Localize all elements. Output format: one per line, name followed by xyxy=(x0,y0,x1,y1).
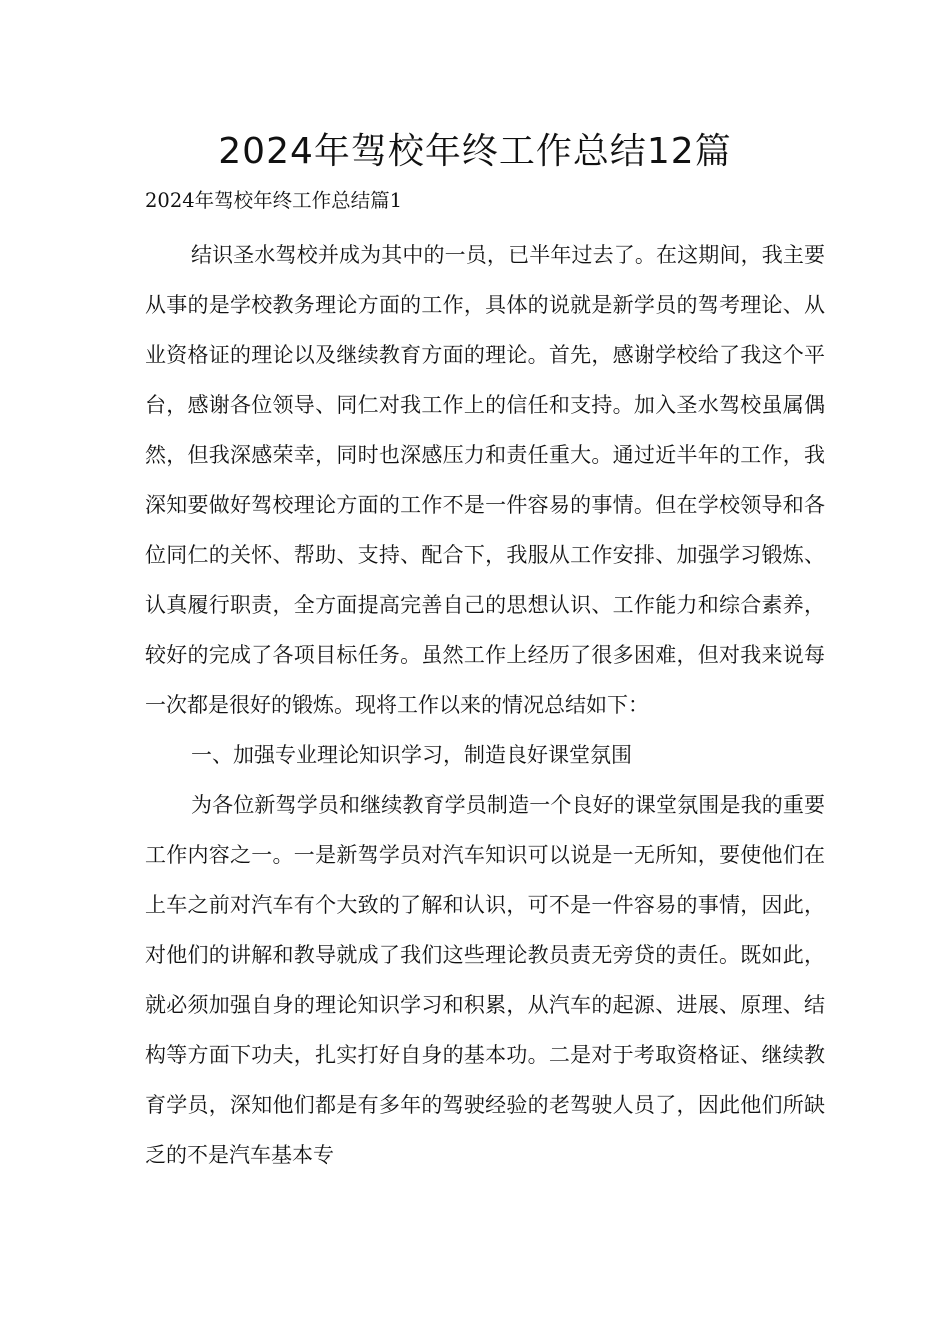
paragraph-intro: 结识圣水驾校并成为其中的一员，已半年过去了。在这期间，我主要从事的是学校教务理论方面的工作，具体的说就是新学员的驾考理论、从业资格证的理论以及继续教育方面的理论。首先，感谢学校给了我这个平台，感谢各位领导、同仁对我工作上的信任和支持。加入圣水驾校虽属偶然，但我深感荣幸，同时也深感压力和责任重大。通过近半年的工作，我深知要做好驾校理论方面的工作不是一件容易的事情。但在学校领导和各位同仁的关怀、帮助、支持、配合下，我服从工作安排、加强学习锻炼、认真履行职责，全方面提高完善自己的思想认识、工作能力和综合素养，较好的完成了各项目标任务。虽然工作上经历了很多困难，但对我来说每一次都是很好的锻炼。现将工作以来的情况总结如下： xyxy=(145,243,825,717)
section-heading: 2024年驾校年终工作总结篇1 xyxy=(145,189,403,212)
document-title: 2024年驾校年终工作总结12篇 xyxy=(218,131,732,172)
document-body xyxy=(145,230,825,1180)
paragraph-two: 为各位新驾学员和继续教育学员制造一个良好的课堂氛围是我的重要工作内容之一。一是新驾学员对汽车知识可以说是一无所知，要使他们在上车之前对汽车有个大致的了解和认识，可不是一件容易的事情，因此，对他们的讲解和教导就成了我们这些理论教员责无旁贷的责任。既如此，就必须加强自身的理论知识学习和积累，从汽车的起源、进展、原理、结构等方面下功夫，扎实打好自身的基本功。二是对于考取资格证、继续教育学员，深知他们都是有多年的驾驶经验的老驾驶人员了，因此他们所缺乏的不是汽车基本专 xyxy=(145,793,825,1167)
subheading-one: 一、加强专业理论知识学习，制造良好课堂氛围 xyxy=(191,743,632,767)
